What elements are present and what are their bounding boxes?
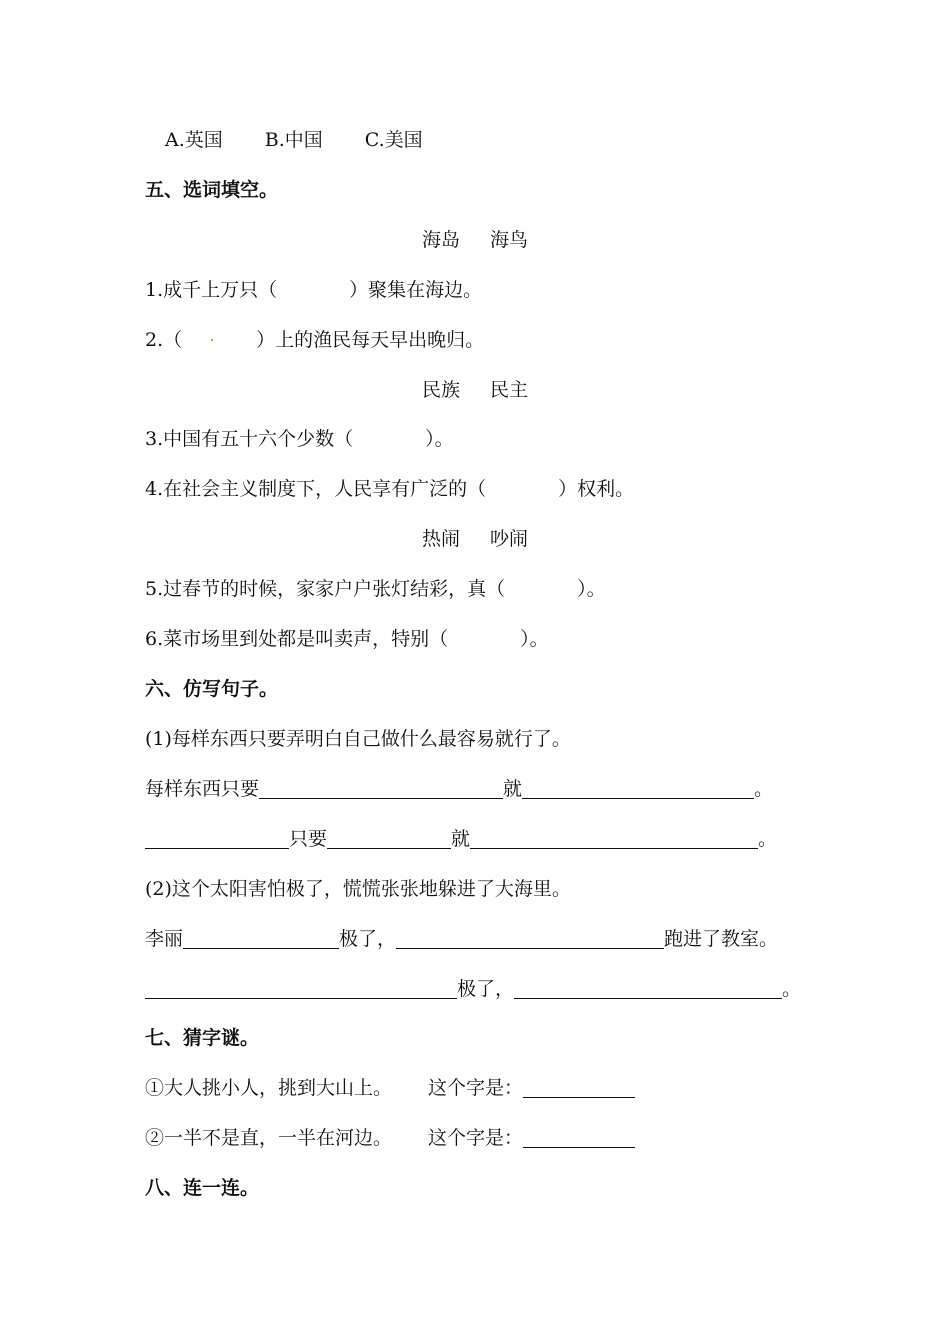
fill-sentence-2 <box>145 327 484 353</box>
word-option: 民族 <box>421 379 460 401</box>
imitation-line-4 <box>145 976 801 1002</box>
word-option: 热闹 <box>421 528 460 550</box>
fill-sentence-6 <box>145 626 549 652</box>
sentence-text: 。 <box>782 978 802 1000</box>
answer-line[interactable] <box>523 1127 635 1148</box>
example-sentence-1: (1)每样东西只要弄明白自己做什么最容易就行了。 <box>145 728 571 750</box>
sentence-text: 。 <box>758 828 778 850</box>
imitation-line-3 <box>145 926 778 952</box>
option-c: C.美国 <box>364 129 423 151</box>
word-group-2 <box>0 377 950 403</box>
sentence-text: 每样东西只要 <box>145 778 260 800</box>
sentence-text: 极了， <box>457 978 515 1000</box>
sentence-text: 跑进了教室。 <box>664 928 779 950</box>
sentence-text: 6.菜市场里到处都是叫卖声，特别（ <box>145 628 449 650</box>
answer-prompt: 这个字是： <box>428 1127 524 1149</box>
fill-sentence-4 <box>145 476 634 502</box>
sentence-text: ）聚集在海边。 <box>349 279 483 301</box>
answer-prompt: 这个字是： <box>428 1077 524 1099</box>
sentence-text: 4.在社会主义制度下，人民享有广泛的（ <box>145 478 487 500</box>
sentence-text: ）。 <box>425 428 454 450</box>
example-sentence-2: (2)这个太阳害怕极了，慌慌张张地躲进了大海里。 <box>145 878 571 900</box>
section-5-heading: 五、选词填空。 <box>145 179 279 201</box>
sentence-text: 2.（ <box>145 329 183 351</box>
section-6-heading: 六、仿写句子。 <box>145 678 279 700</box>
word-option: 海鸟 <box>490 229 529 251</box>
word-option: 海岛 <box>421 229 460 251</box>
fill-sentence-3 <box>145 426 454 452</box>
word-group-1 <box>0 227 950 253</box>
stray-dot <box>211 339 213 341</box>
imitation-line-1 <box>145 776 773 802</box>
answer-line[interactable] <box>259 778 503 799</box>
riddle-1 <box>145 1075 635 1101</box>
option-b: B.中国 <box>264 129 323 151</box>
section-8-heading: 八、连一连。 <box>145 1177 260 1199</box>
sentence-text: ）权利。 <box>558 478 635 500</box>
answer-line[interactable] <box>396 928 664 949</box>
answer-line[interactable] <box>522 778 754 799</box>
fill-sentence-5 <box>145 576 606 602</box>
sentence-text: 就 <box>451 828 471 850</box>
sentence-text: 5.过春节的时候，家家户户张灯结彩，真（ <box>145 578 506 600</box>
imitation-line-2 <box>145 826 777 852</box>
sentence-text: ）。 <box>520 628 549 650</box>
option-a: A.英国 <box>165 129 223 151</box>
answer-line[interactable] <box>523 1077 635 1098</box>
sentence-text: 1.成千上万只（ <box>145 279 278 301</box>
section-7-heading: 七、猜字谜。 <box>145 1027 260 1049</box>
answer-line[interactable] <box>514 978 782 999</box>
answer-line[interactable] <box>183 928 339 949</box>
answer-options <box>165 127 423 153</box>
answer-line[interactable] <box>145 828 289 849</box>
answer-line[interactable] <box>327 828 451 849</box>
answer-line[interactable] <box>470 828 758 849</box>
word-option: 民主 <box>490 379 529 401</box>
sentence-text: 极了， <box>339 928 397 950</box>
word-group-3 <box>0 526 950 552</box>
sentence-text: 3.中国有五十六个少数（ <box>145 428 354 450</box>
sentence-text: ）上的渔民每天早出晚归。 <box>256 329 485 351</box>
riddle-text: ②一半不是直，一半在河边。 <box>145 1127 393 1149</box>
sentence-text: 李丽 <box>145 928 184 950</box>
word-option: 吵闹 <box>490 528 529 550</box>
riddle-text: ①大人挑小人，挑到大山上。 <box>145 1077 393 1099</box>
fill-sentence-1 <box>145 277 482 303</box>
sentence-text: 只要 <box>289 828 328 850</box>
riddle-2 <box>145 1125 635 1151</box>
sentence-text: 。 <box>754 778 774 800</box>
answer-line[interactable] <box>145 978 457 999</box>
sentence-text: ）。 <box>577 578 606 600</box>
sentence-text: 就 <box>503 778 523 800</box>
